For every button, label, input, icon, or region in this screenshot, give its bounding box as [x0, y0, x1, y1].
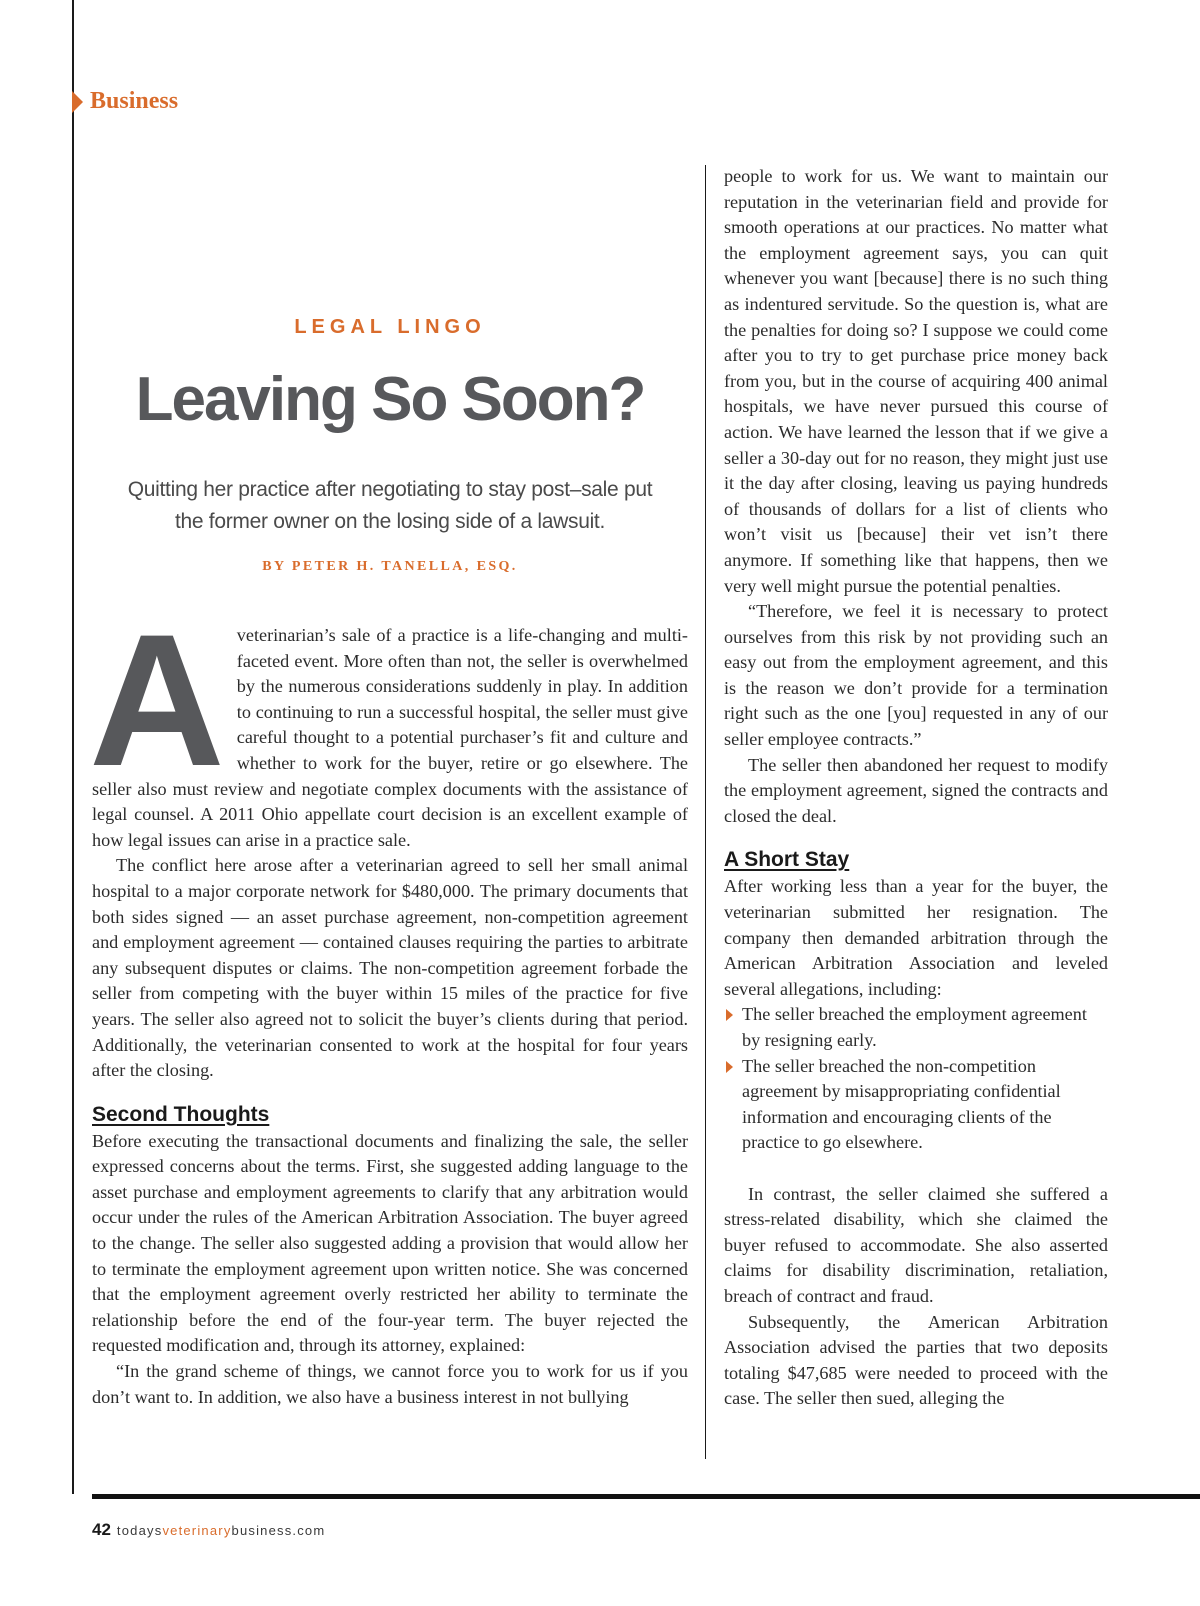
- lead-paragraph-text: veterinarian’s sale of a practice is a life-changing and multi-faceted event. More often than not, the seller is overwhelmed by the numerous considerations suddenly in play. In addition to continuing to run a successful hospital, the seller must give careful thought to a potential purchaser’s fit and culture and whether to work for the buyer, retire or go elsewhere. The seller also must review and negotiate complex documents with the assistance of legal counsel. A 2011 Ohio appellate court decision is an excellent example of how legal issues can arise in a practice sale.: [92, 625, 688, 850]
- body-paragraph: Subsequently, the American Arbitration Association advised the parties that two deposits totaling $47,685 were needed to proceed with the case. The seller then sued, alleging the: [724, 1311, 1108, 1409]
- list-item: The seller breached the non-competition agreement by misappropriating confidential information and encouraging clients of the practice to go elsewhere.: [724, 1054, 1108, 1156]
- headline: Leaving So Soon?: [135, 365, 645, 434]
- footer-rule: [92, 1494, 1200, 1499]
- body-paragraph: In contrast, the seller claimed she suffered a stress-related disability, which she claimed the buyer refused to accommodate. She also asserted claims for disability discrimination, retaliation, breach of contract and fraud.: [724, 1183, 1108, 1306]
- section-arrow-icon: [72, 91, 83, 113]
- body-paragraph: The conflict here arose after a veterinarian agreed to sell her small animal hospital to a major corporate network for $480,000. The primary documents that both sides signed — an asset purchase agreement, non-competition agreement and employment agreement — contained clauses requiring the parties to arbitrate any subsequent disputes or claims. The non-competition agreement forbade the seller from competing with the buyer within 15 miles of the practice for five years. The seller also agreed not to solicit the buyer’s clients during that period. Additionally, the veterinarian consented to work at the hospital for four years after the closing.: [92, 855, 688, 1081]
- page-footer: [92, 1520, 325, 1540]
- section-tag: [72, 88, 178, 115]
- bullet-arrow-icon: [726, 1009, 733, 1021]
- lead-paragraph: [89, 595, 688, 853]
- allegations-list: [724, 1002, 1108, 1156]
- body-paragraph: people to work for us. We want to maintain our reputation in the veterinarian field and provide for smooth operations at our practices. No matter what the employment agreement says, you can quit whenever you want [because] there is no such thing as indentured servitude. So the question is, what are the penalties for doing so? I suppose we could come after you to try to get purchase price money back from you, but in the course of acquiring 400 animal hospitals, we have never pursued this course of action. We have learned the lesson that if we give a seller a 30-day out for no reason, they might just use it the day after closing, leaving us paying hundreds of thousands of dollars for a list of clients who won’t visit us [because] their vet isn’t there anymore. If something like that happens, then we very well might pursue the potential penalties.: [724, 166, 1108, 596]
- section-label: Business: [90, 88, 179, 114]
- subhead-a-short-stay: A Short Stay: [724, 848, 850, 872]
- list-item: The seller breached the employment agreement by resigning early.: [724, 1002, 1108, 1053]
- site-prefix: todays: [116, 1523, 163, 1538]
- bullet-arrow-icon: [726, 1061, 733, 1073]
- site-accent: veterinary: [162, 1523, 232, 1538]
- left-column: [89, 595, 688, 1410]
- kicker: LEGAL LINGO: [294, 316, 486, 338]
- dek: Quitting her practice after negotiating to stay post–sale put the former owner on the losing side of a lawsuit.: [127, 478, 653, 533]
- drop-cap: A: [89, 595, 225, 805]
- site-suffix: business.com: [231, 1523, 326, 1538]
- spacer: [724, 1156, 1108, 1182]
- column-divider: [705, 165, 706, 1459]
- left-margin-rule: [72, 0, 74, 1494]
- byline: BY PETER H. TANELLA, ESQ.: [262, 559, 518, 574]
- subhead-second-thoughts: Second Thoughts: [92, 1102, 270, 1126]
- body-paragraph: Before executing the transactional documents and finalizing the sale, the seller expressed concerns about the terms. First, she suggested adding language to the asset purchase and employment agreements to clarify that any arbitration would occur under the rules of the American Arbitration Association. The buyer agreed to the change. The seller also suggested adding a provision that would allow her to terminate the employment agreement upon written notice. She was concerned that the employment agreement overly restricted her ability to terminate the relationship before the end of the four-year term. The buyer rejected the requested modification and, through its attorney, explained:: [92, 1130, 688, 1356]
- page-number: 42: [92, 1520, 111, 1539]
- body-paragraph: After working less than a year for the buyer, the veterinarian submitted her resignation. The company then demanded arbitration through the American Arbitration Association and leveled several allegations, including:: [724, 876, 1108, 999]
- body-paragraph: “Therefore, we feel it is necessary to protect ourselves from this risk by not providing such an easy out from the employment agreement, and this is the reason we don’t provide for a termination right such as the one [you] requested in any of our seller employee contracts.”: [724, 601, 1108, 750]
- body-paragraph: “In the grand scheme of things, we cannot force you to work for us if you don’t want to. In addition, we also have a business interest in not bullying: [92, 1361, 688, 1407]
- body-paragraph: The seller then abandoned her request to modify the employment agreement, signed the contracts and closed the deal.: [724, 754, 1108, 826]
- right-column: [724, 164, 1108, 1412]
